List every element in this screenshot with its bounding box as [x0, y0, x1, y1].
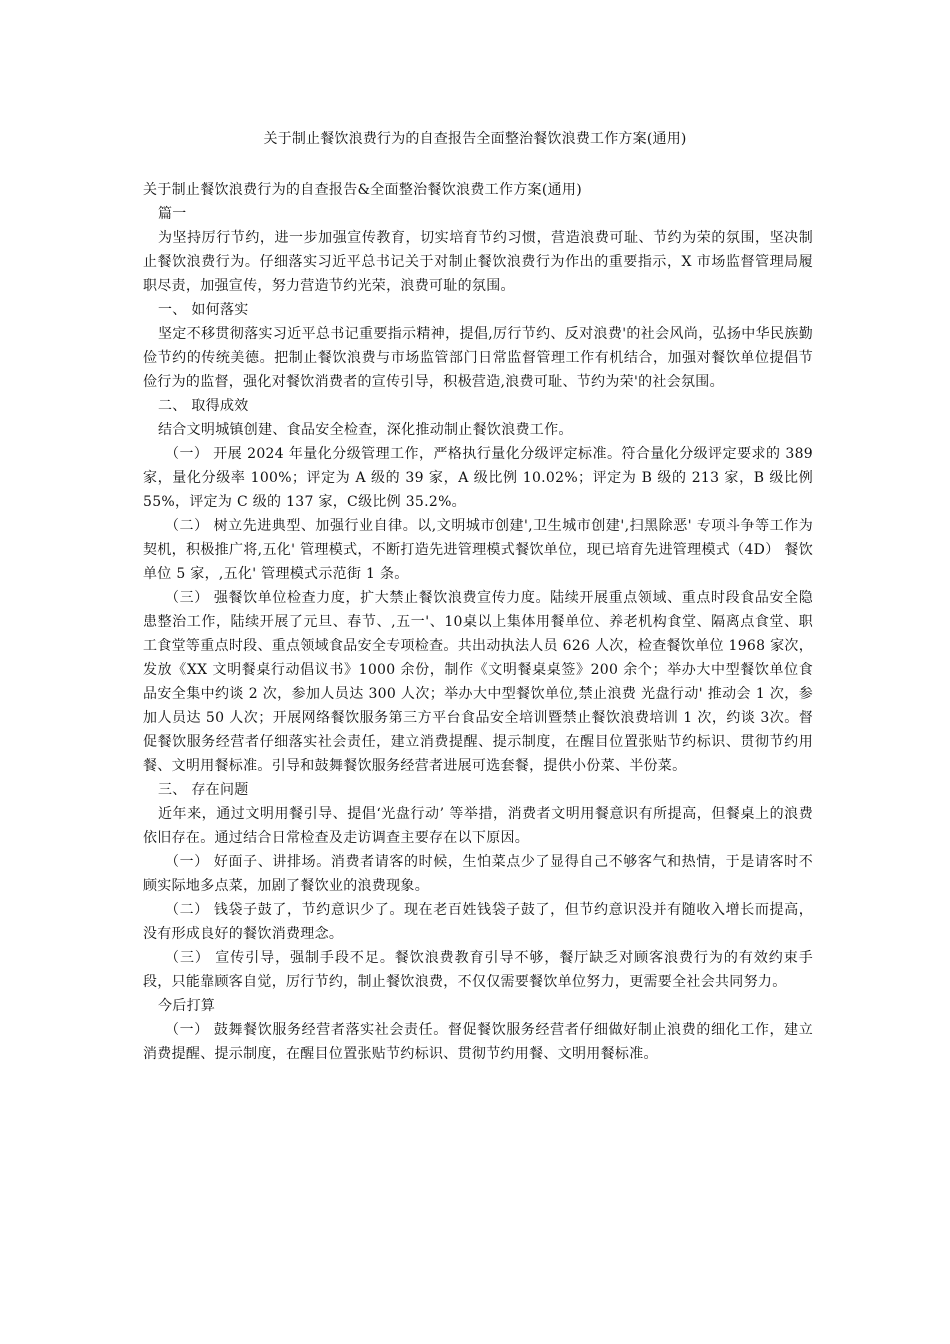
section3-item-3: （三） 宣传引导，强制手段不足。餐饮浪费教育引导不够，餐厅缺乏对顾客浪费行为的有效约束手段，只能靠顾客自觉，厉行节约，制止餐饮浪费，不仅仅需要餐饮单位努力，更需要全社会共同努力。 [143, 950, 813, 990]
intro-paragraph: 为坚持厉行节约，进一步加强宣传教育，切实培育节约习惯，营造浪费可耻、节约为荣的氛围，坚决制止餐饮浪费行为。仔细落实习近平总书记关于对制止餐饮浪费行为作出的重要指示，X 市场监督管理局履职尽责，加强宣传，努力营造节约光荣，浪费可耻的氛围。 [143, 230, 813, 294]
section4-heading: 今后打算 [158, 998, 216, 1014]
section1-heading: 一、 如何落实 [158, 302, 249, 318]
section3-intro-paragraph: 近年来，通过文明用餐引导、提倡‘光盘行动’ 等举措，消费者文明用餐意识有所提高，但餐桌上的浪费依旧存在。通过结合日常检查及走访调查主要存在以下原因。 [143, 806, 813, 846]
document-body [143, 178, 813, 1066]
part-label: 篇一 [158, 206, 187, 222]
section2-item-2: （二） 树立先进典型、加强行业自律。以,文明城市创建',卫生城市创建',扫黑除恶' 专项斗争等工作为契机，积极推广将,五化' 管理模式，不断打造先进管理模式餐饮单位，现已培育先进管理模式（4D） 餐饮单位 5 家，,五化' 管理模式示范街 1 条。 [143, 518, 813, 582]
section1-paragraph: 坚定不移贯彻落实习近平总书记重要指示精神，提倡,厉行节约、反对浪费'的社会风尚，弘扬中华民族勤俭节约的传统美德。把制止餐饮浪费与市场监管部门日常监督管理工作有机结合，加强对餐饮单位提倡节俭行为的监督，强化对餐饮消费者的宣传引导，积极营造,浪费可耻、节约为荣'的社会氛围。 [143, 326, 813, 390]
section3-item-1: （一） 好面子、讲排场。消费者请客的时候，生怕菜点少了显得自己不够客气和热情，于是请客时不顾实际地多点菜，加剧了餐饮业的浪费现象。 [143, 854, 813, 894]
document-subtitle: 关于制止餐饮浪费行为的自查报告&全面整治餐饮浪费工作方案(通用) [143, 182, 582, 198]
section2-item-3: （三） 强餐饮单位检查力度，扩大禁止餐饮浪费宣传力度。陆续开展重点领域、重点时段食品安全隐患整治工作，陆续开展了元旦、春节、,五一'、10桌以上集体用餐单位、养老机构食堂、隔离点食堂、职工食堂等重点时段、重点领域食品安全专项检查。共出动执法人员 626 人次，检查餐饮单位 1968 家次，发放《XX 文明餐桌行动倡议书》1000 余份，制作《文明餐桌桌签》200 余个；举办大中型餐饮单位食品安全集中约谈 2 次，参加人员达 300 人次；举办大中型餐饮单位,禁止浪费 光盘行动' 推动会 1 次，参加人员达 50 人次；开展网络餐饮服务第三方平台食品安全培训暨禁止餐饮浪费培训 1 次，约谈 3次。督促餐饮服务经营者仔细落实社会责任，建立消费提醒、提示制度，在醒目位置张贴节约标识、贯彻节约用餐、文明用餐标准。引导和鼓舞餐饮服务经营者进展可选套餐，提供小份菜、半份菜。 [143, 590, 813, 774]
section2-intro-paragraph: 结合文明城镇创建、食品安全检查，深化推动制止餐饮浪费工作。 [158, 422, 573, 438]
section3-item-2: （二） 钱袋子鼓了，节约意识少了。现在老百姓钱袋子鼓了，但节约意识没并有随收入增长而提高，没有形成良好的餐饮消费理念。 [143, 902, 813, 942]
document-title: 关于制止餐饮浪费行为的自查报告全面整治餐饮浪费工作方案(通用) [263, 131, 687, 147]
section3-heading: 三、 存在问题 [158, 782, 249, 798]
section2-item-1: （一） 开展 2024 年量化分级管理工作，严格执行量化分级评定标准。符合量化分级评定要求的 389 家，量化分级率 100%；评定为 A 级的 39 家，A 级比例 10.02%；评定为 B 级的 213 家，B 级比例 55%，评定为 C 级的 137 家，C级比例 35.2%。 [143, 446, 813, 510]
section4-item-1: （一） 鼓舞餐饮服务经营者落实社会责任。督促餐饮服务经营者仔细做好制止浪费的细化工作，建立消费提醒、提示制度，在醒目位置张贴节约标识、贯彻节约用餐、文明用餐标准。 [143, 1022, 813, 1062]
section2-heading: 二、 取得成效 [158, 398, 249, 414]
